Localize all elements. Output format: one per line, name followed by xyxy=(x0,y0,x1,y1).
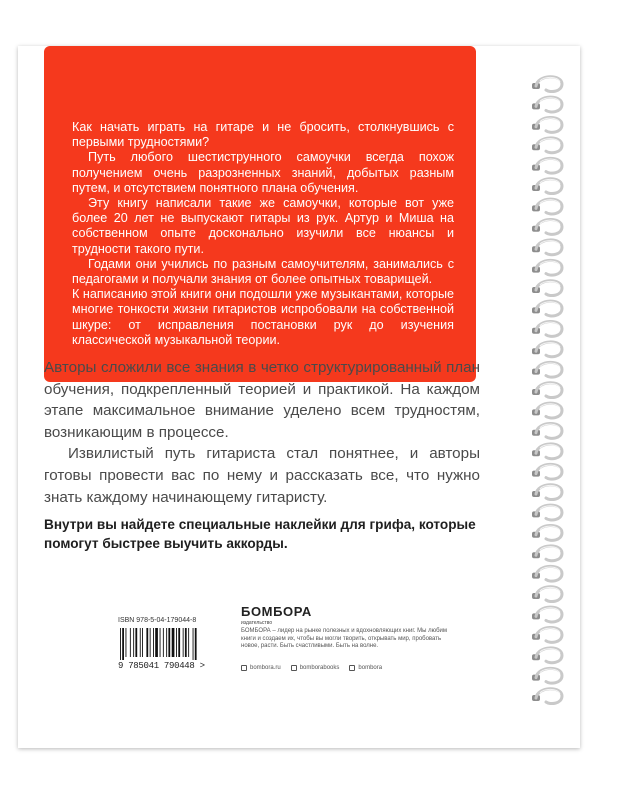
barcode-bar xyxy=(142,628,143,657)
spiral-ring xyxy=(532,260,562,275)
vk-telegram-icon xyxy=(349,665,355,671)
spiral-ring xyxy=(532,322,562,337)
spiral-ring xyxy=(532,444,562,459)
barcode-bar xyxy=(155,628,158,657)
barcode-bar xyxy=(183,628,184,657)
spiral-ring xyxy=(532,689,562,704)
barcode-bar xyxy=(130,628,131,657)
spiral-ring xyxy=(532,485,562,500)
barcode-bar xyxy=(146,628,148,657)
barcode-bar xyxy=(185,628,187,657)
globe-icon xyxy=(241,665,247,671)
spiral-ring xyxy=(532,158,562,173)
barcode-bar xyxy=(168,628,170,657)
barcode-bar xyxy=(176,628,177,657)
spiral-ring xyxy=(532,342,562,357)
barcode-bar xyxy=(163,628,164,657)
barcode-bar xyxy=(140,628,141,657)
social-link[interactable] xyxy=(349,665,382,671)
spiral-ring xyxy=(532,526,562,541)
annotation-paragraph-2: Путь любого шестиструнного самоучки всегда похож получением очень разрозненных знаний, добытых разным путем, и отсутствием понятного плана обучения. xyxy=(72,150,454,195)
spiral-ring xyxy=(532,281,562,296)
annotation-paragraph-3: Эту книгу написали такие же самоучки, которые вот уже более 20 лет не выпускают гитары из рук. Артур и Миша на собственном опыте досконально изучили все нюансы и трудности такого пути. xyxy=(72,196,454,256)
spiral-ring xyxy=(532,587,562,602)
instagram-link-label: bomborabooks xyxy=(299,665,340,671)
spiral-ring xyxy=(532,424,562,439)
barcode-bar xyxy=(150,628,151,657)
barcode-bar xyxy=(133,628,134,657)
spiral-ring xyxy=(532,648,562,663)
barcode-bar xyxy=(178,628,180,657)
barcode-bar xyxy=(126,628,127,657)
barcode-bar xyxy=(153,628,154,657)
barcode-bar xyxy=(122,628,124,660)
barcode-bar xyxy=(160,628,161,657)
spiral-binding xyxy=(528,70,568,730)
barcode-bar xyxy=(195,628,197,660)
publisher-links xyxy=(241,665,382,671)
instagram-link[interactable] xyxy=(291,665,340,671)
spiral-ring xyxy=(532,546,562,561)
description-paragraph-1: Авторы сложили все знания в четко структурированный план обучения, подкрепленный теорией и практикой. На каждом этапе максимальное внимание уделено всем трудностям, возникающим в процессе. xyxy=(44,359,480,441)
barcode-bar xyxy=(135,628,137,657)
annotation-box xyxy=(44,46,476,382)
spiral-ring xyxy=(532,403,562,418)
publisher-logo: БОМБОРА xyxy=(241,604,312,619)
publisher-description: БОМБОРА – лидер на рынке полезных и вдохновляющих книг. Мы любим книги и создаем их, чтобы вы могли творить, открывать мир, пробовать новое, расти. Быть счастливыми. Быть на волне. xyxy=(241,628,448,650)
social-link-label: bombora xyxy=(358,665,383,671)
annotation-paragraph-5: К написанию этой книги они подошли уже музыкантами, которые многие тонкости жизни гитаристов испробовали на собственной шкуре: от исправления постановки рук до изучения классической музыкальной теории. xyxy=(72,287,454,347)
barcode-bar xyxy=(193,628,194,660)
spiral-ring xyxy=(532,668,562,683)
annotation-paragraph-4: Годами они учились по разным самоучителям, занимались с педагогами и получали знания от более опытных товарищей. xyxy=(72,256,454,287)
spiral-ring xyxy=(532,566,562,581)
spiral-ring xyxy=(532,118,562,133)
spiral-ring xyxy=(532,77,562,92)
stickers-note: Внутри вы найдете специальные наклейки для грифа, которые помогут быстрее выучить аккорды. xyxy=(44,517,476,551)
spiral-ring xyxy=(532,220,562,235)
spiral-ring xyxy=(532,464,562,479)
barcode-bar xyxy=(188,628,189,657)
spiral-ring xyxy=(532,199,562,214)
annotation-paragraph-1: Как начать играть на гитаре и не бросить, столкнувшись с первыми трудностями? xyxy=(72,120,454,150)
barcode-digits: 9 785041 790448 > xyxy=(118,661,205,671)
isbn-label: ISBN 978-5-04-179044-8 xyxy=(118,617,197,624)
spiral-ring xyxy=(532,505,562,520)
spiral-ring xyxy=(532,607,562,622)
publisher-subtitle: издательство xyxy=(241,620,273,626)
instagram-icon xyxy=(291,665,297,671)
description-text xyxy=(44,357,480,508)
description-paragraph-2: Извилистый путь гитариста стал понятнее, и авторы готовы провести вас по нему и рассказать все, что нужно знать каждому начинающему гитаристу. xyxy=(44,445,480,506)
spiral-ring xyxy=(532,383,562,398)
spiral-ring xyxy=(532,628,562,643)
spiral-ring xyxy=(532,301,562,316)
barcode xyxy=(118,628,228,660)
spiral-ring xyxy=(532,362,562,377)
barcode-bar xyxy=(172,628,175,657)
website-link-label: bombora.ru xyxy=(250,665,281,671)
spiral-ring xyxy=(532,240,562,255)
spiral-ring xyxy=(532,138,562,153)
spiral-ring xyxy=(532,179,562,194)
barcode-bar xyxy=(120,628,121,660)
website-link[interactable] xyxy=(241,665,281,671)
barcode-bar xyxy=(166,628,167,657)
spiral-ring xyxy=(532,97,562,112)
